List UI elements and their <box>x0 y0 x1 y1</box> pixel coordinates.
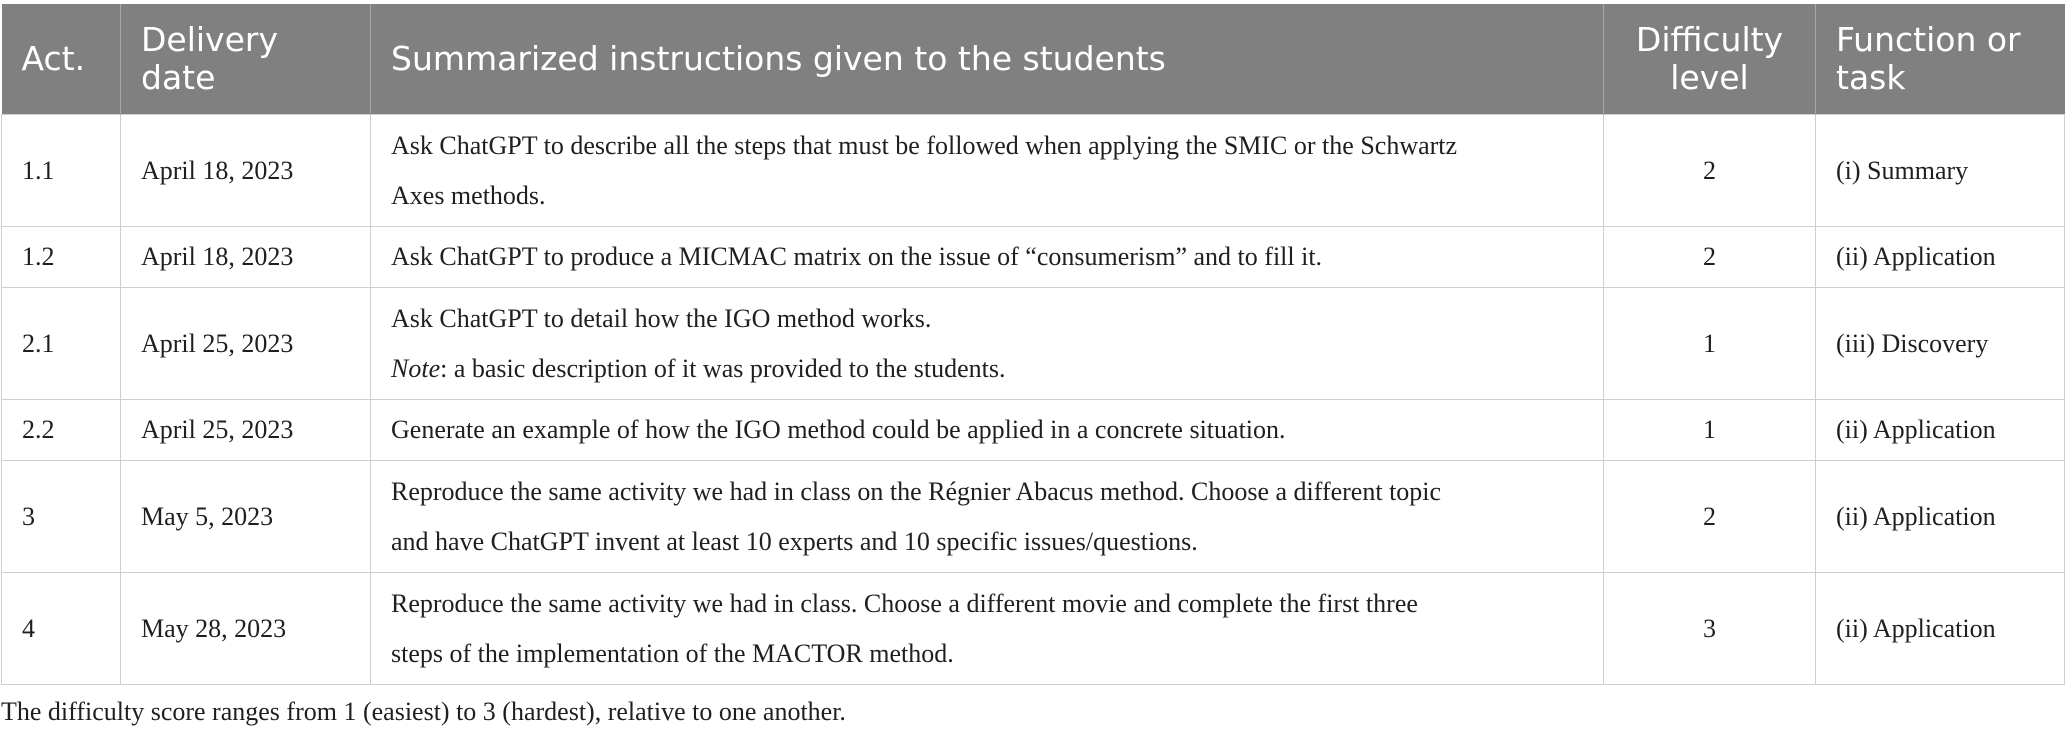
cell-function: (ii) Application <box>1816 573 2065 685</box>
cell-act: 1.2 <box>2 227 121 288</box>
cell-date: May 5, 2023 <box>121 461 371 573</box>
header-instructions: Summarized instructions given to the students <box>371 4 1604 115</box>
cell-instructions: Reproduce the same activity we had in class. Choose a different movie and complete the first three steps of the implementation of the MACTOR method. <box>371 573 1604 685</box>
cell-function: (ii) Application <box>1816 400 2065 461</box>
header-difficulty: Difficulty level <box>1604 4 1816 115</box>
cell-instructions: Ask ChatGPT to describe all the steps that must be followed when applying the SMIC or the Schwartz Axes methods. <box>371 115 1604 227</box>
cell-function: (i) Summary <box>1816 115 2065 227</box>
header-function: Function or task <box>1816 4 2065 115</box>
activities-table <box>1 4 2065 685</box>
cell-date: May 28, 2023 <box>121 573 371 685</box>
table-row <box>2 461 2065 573</box>
cell-act: 2.2 <box>2 400 121 461</box>
cell-date: April 18, 2023 <box>121 115 371 227</box>
note-text: : a basic description of it was provided to the students. <box>440 353 1006 383</box>
table-row <box>2 227 2065 288</box>
cell-act: 1.1 <box>2 115 121 227</box>
note-label: Note <box>391 353 441 383</box>
cell-instructions: Ask ChatGPT to detail how the IGO method works. Note: a basic description of it was provided to the students. <box>371 288 1604 400</box>
table-row <box>2 288 2065 400</box>
cell-difficulty: 1 <box>1604 400 1816 461</box>
header-delivery-date: Delivery date <box>121 4 371 115</box>
cell-act: 2.1 <box>2 288 121 400</box>
table-row <box>2 400 2065 461</box>
table-row <box>2 573 2065 685</box>
header-act: Act. <box>2 4 121 115</box>
cell-instructions: Ask ChatGPT to produce a MICMAC matrix on the issue of “consumerism” and to fill it. <box>371 227 1604 288</box>
table-footnote: The difficulty score ranges from 1 (easiest) to 3 (hardest), relative to one another. <box>1 697 846 726</box>
table-header-row <box>2 4 2065 115</box>
table-row <box>2 115 2065 227</box>
cell-date: April 18, 2023 <box>121 227 371 288</box>
cell-difficulty: 2 <box>1604 461 1816 573</box>
cell-instructions: Generate an example of how the IGO method could be applied in a concrete situation. <box>371 400 1604 461</box>
cell-function: (ii) Application <box>1816 227 2065 288</box>
cell-date: April 25, 2023 <box>121 400 371 461</box>
cell-act: 4 <box>2 573 121 685</box>
cell-difficulty: 2 <box>1604 227 1816 288</box>
cell-date: April 25, 2023 <box>121 288 371 400</box>
cell-function: (ii) Application <box>1816 461 2065 573</box>
cell-function: (iii) Discovery <box>1816 288 2065 400</box>
cell-act: 3 <box>2 461 121 573</box>
cell-difficulty: 2 <box>1604 115 1816 227</box>
cell-difficulty: 1 <box>1604 288 1816 400</box>
cell-instructions: Reproduce the same activity we had in class on the Régnier Abacus method. Choose a different topic and have ChatGPT invent at least 10 experts and 10 specific issues/questions. <box>371 461 1604 573</box>
cell-difficulty: 3 <box>1604 573 1816 685</box>
